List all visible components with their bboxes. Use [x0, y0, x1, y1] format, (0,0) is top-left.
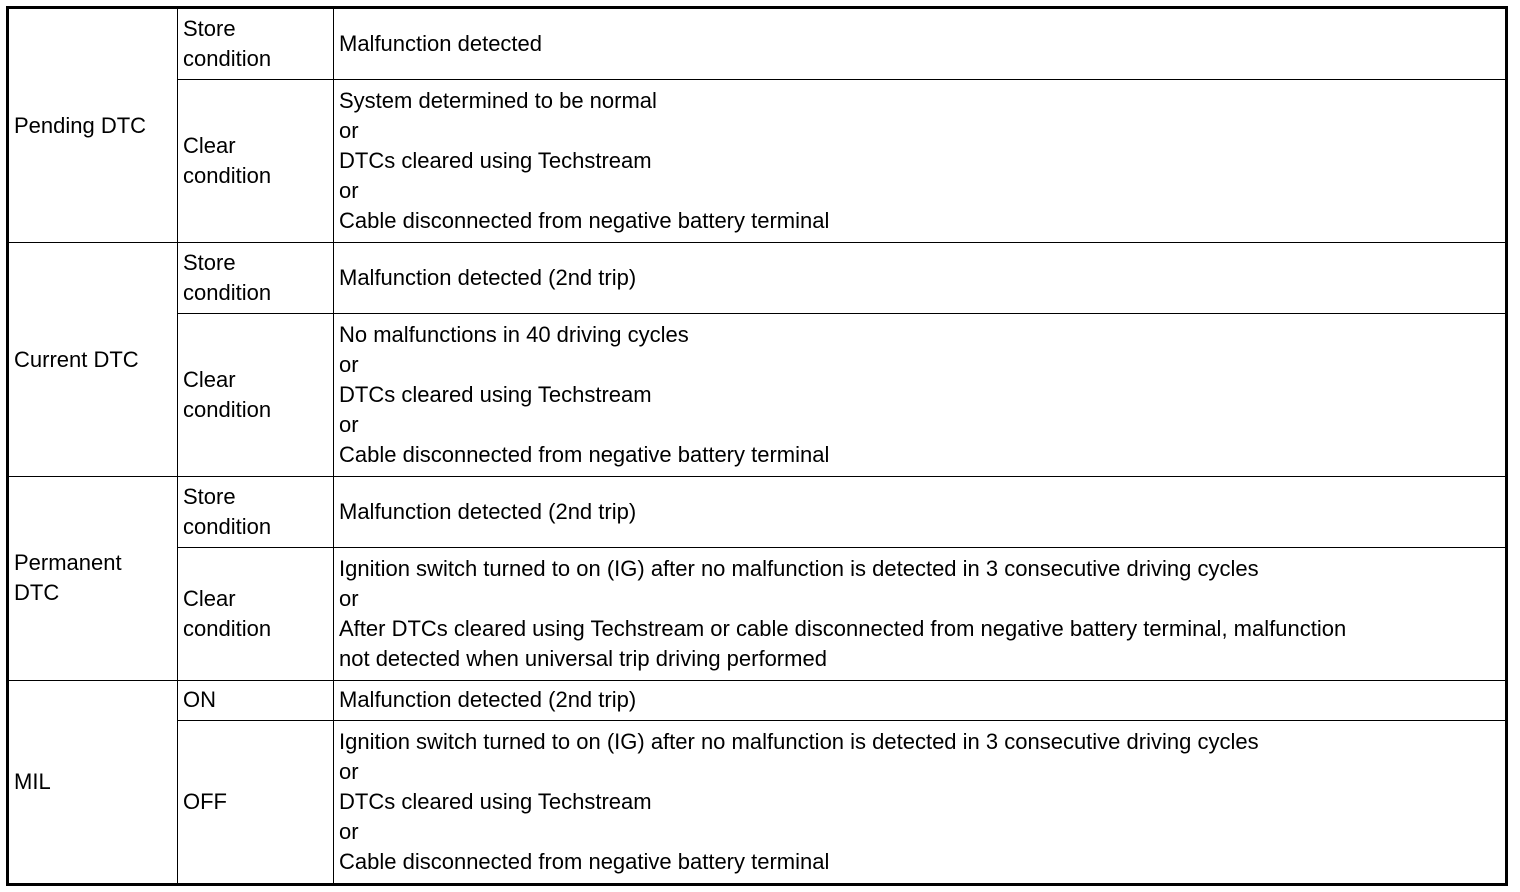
condition-cell: Store condition [178, 243, 334, 314]
table-row [8, 79, 1507, 242]
condition-cell: Clear condition [178, 79, 334, 242]
condition-cell: OFF [178, 720, 334, 884]
group-label-permanent-dtc: Permanent DTC [8, 477, 178, 680]
table-row [8, 680, 1507, 720]
table-row [8, 243, 1507, 314]
table-row [8, 477, 1507, 548]
description-cell: Malfunction detected (2nd trip) [334, 243, 1507, 314]
description-cell: No malfunctions in 40 driving cycles or DTCs cleared using Techstream or Cable disconnected from negative battery terminal [334, 314, 1507, 477]
condition-cell: Store condition [178, 477, 334, 548]
description-cell: Malfunction detected [334, 8, 1507, 80]
condition-cell: ON [178, 680, 334, 720]
description-cell: Malfunction detected (2nd trip) [334, 477, 1507, 548]
table-row [8, 548, 1507, 680]
group-label-mil: MIL [8, 680, 178, 884]
dtc-conditions-table [6, 6, 1508, 886]
condition-cell: Clear condition [178, 548, 334, 680]
description-cell: Ignition switch turned to on (IG) after no malfunction is detected in 3 consecutive driving cycles or DTCs cleared using Techstream or Cable disconnected from negative battery terminal [334, 720, 1507, 884]
table-row [8, 314, 1507, 477]
table-row [8, 720, 1507, 884]
table-row [8, 8, 1507, 80]
description-cell: Malfunction detected (2nd trip) [334, 680, 1507, 720]
description-cell: System determined to be normal or DTCs cleared using Techstream or Cable disconnected from negative battery terminal [334, 79, 1507, 242]
description-cell: Ignition switch turned to on (IG) after no malfunction is detected in 3 consecutive driving cycles or After DTCs cleared using Techstream or cable disconnected from negative battery terminal, malfunction not detected when universal trip driving performed [334, 548, 1507, 680]
group-label-current-dtc: Current DTC [8, 243, 178, 477]
condition-cell: Store condition [178, 8, 334, 80]
group-label-pending-dtc: Pending DTC [8, 8, 178, 243]
condition-cell: Clear condition [178, 314, 334, 477]
